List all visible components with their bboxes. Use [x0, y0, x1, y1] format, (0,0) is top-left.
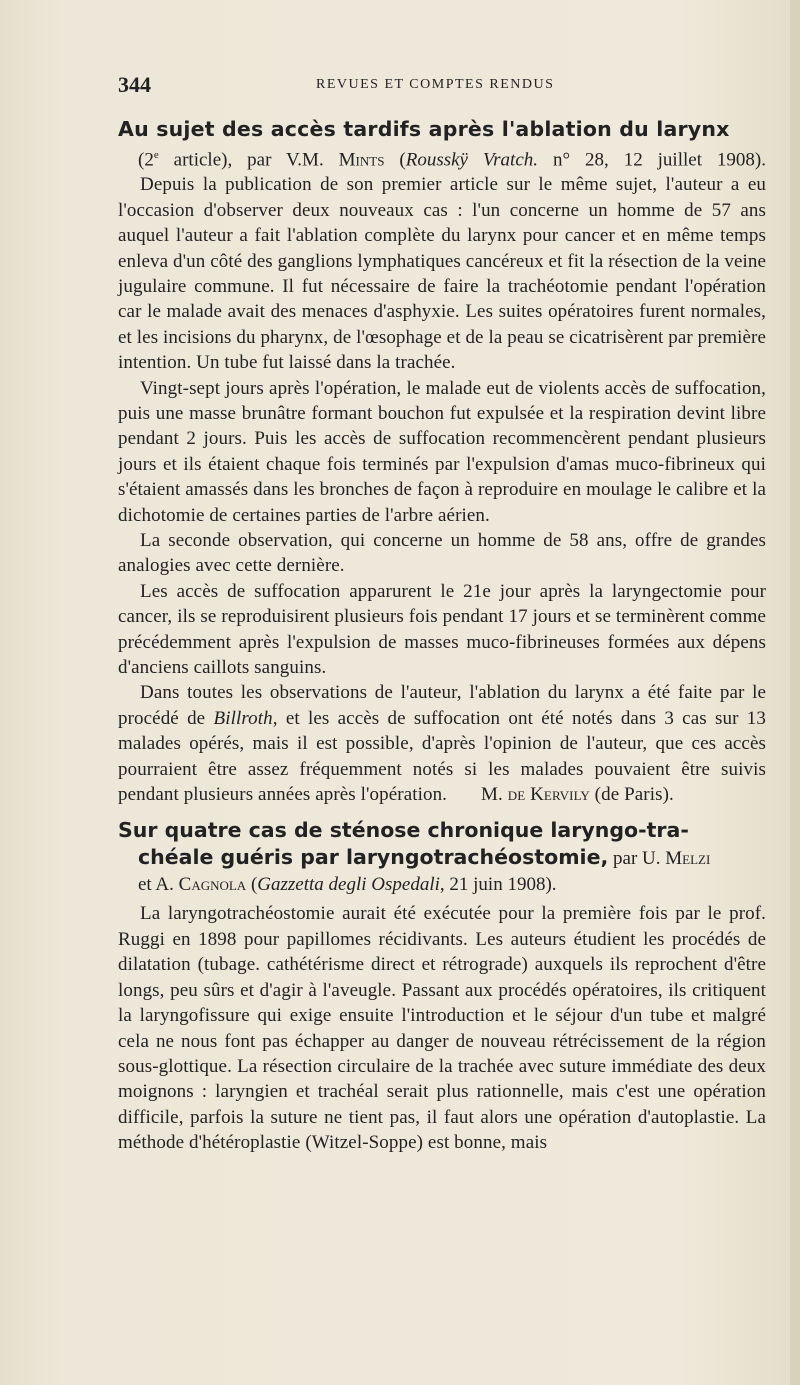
signature-post: (de Paris). [589, 784, 674, 806]
article2-journal: Gazzetta degli Ospedali [257, 874, 440, 896]
page-header [118, 72, 766, 102]
article2-paragraph: La laryngotrachéostomie aurait été exécutée pour la première fois par le prof. Ruggi en 1898 pour papillomes récidivants. Les auteurs étudient les procédés de dilatation (tubage. cathétérisme direct et rétrograde) auxquels ils reprochent d'être longs, peu sûrs et d'agir à l'aveugle. Passant aux procédés opératoires, ils critiquent la laryngofissure qui exige ensuite l'introduction et le séjour d'un tube et malgré cela ne nous font pas échapper au danger de nouveau rétrécissement de la région sous-glottique. La résection circulaire de la trachée avec suture immédiate des deux moignons : laryngien et trachéal serait plus rationnelle, mais c'est une opération difficile, parfois la suture ne tient pas, il faut alors une opération d'autoplastie. La méthode d'hétéroplastie (Witzel-Soppe) est bonne, mais [118, 903, 766, 1154]
page-edge [790, 0, 800, 1385]
article1-title: Au sujet des accès tardifs après l'ablation du larynx [118, 117, 730, 141]
source-journal-pre: ( [384, 149, 406, 171]
page-number: 344 [118, 72, 151, 97]
para-text: Dans toutes les observations de l'auteur, l'ablation du larynx a été faite par le procédé de [118, 682, 766, 729]
para-name: Billroth [213, 707, 273, 729]
article2-title-line2: chéale guéris par laryngotrachéostomie, [138, 845, 609, 870]
article1-paragraph: Depuis la publication de son premier article sur le même sujet, l'auteur a eu l'occasion d'observer deux nouveaux cas : l'un concerne un homme de 57 ans auquel l'auteur a fait l'ablation complète du larynx pour cancer et en même temps enleva d'un côté des ganglions lymphatiques cancéreux et fit la résection de la veine jugulaire commune. Il fut nécessaire de faire la trachéotomie pendant l'opération car le malade avait des menaces d'asphyxie. Les suites opératoires furent normales, et les incisions du pharynx, de l'œsophage et de la peau se cicatrisèrent par première intention. Un tube fut laissé dans la trachée. [118, 174, 766, 374]
article2-author2: Cagnola [178, 874, 247, 896]
src-pre: et A. [138, 874, 179, 896]
article1-source [118, 143, 766, 172]
article1-paragraph-last [118, 680, 766, 807]
article2-source [118, 872, 766, 897]
journal-post: , 21 juin 1908). [439, 874, 557, 896]
para-text: , et les accès de suffocation ont été notés dans 3 cas sur 13 malades opérés, mais il est possible, d'après l'opinion de l'auteur, que ces accès pourraient être assez fréquemment notés si les malades pouvaient être suivis pendant plusieurs années après l'opération. [118, 707, 766, 806]
source-suffix: n° 28, 12 juillet 1908). [538, 149, 767, 171]
signature-de: de [507, 784, 526, 806]
source-mid: article), par V.M. [158, 149, 339, 171]
article2-title [118, 817, 766, 872]
journal-pre: ( [246, 874, 258, 896]
signature-pre: M. [481, 784, 508, 806]
article1-paragraph: La seconde observation, qui concerne un homme de 58 ans, offre de grandes analogies avec cette dernière. [118, 530, 766, 577]
source-prefix: (2 [138, 149, 154, 171]
signature [481, 784, 674, 805]
article1-paragraph: Les accès de suffocation apparurent le 21e jour après la laryngectomie pour cancer, ils se reproduisirent plusieurs fois pendant 17 jours et se terminèrent comme précédemment après l'expulsion de masses muco-fibrineuses formées aux dépens d'anciens caillots sanguins. [118, 580, 766, 679]
article2-by: par U. [608, 848, 666, 870]
source-journal: Rousskÿ Vratch. [405, 149, 538, 171]
article2-title-line1: Sur quatre cas de sténose chronique laryngo-tra- [118, 818, 689, 843]
article2-author1: Melzi [665, 848, 711, 870]
article1-paragraph: Vingt-sept jours après l'opération, le malade eut de violents accès de suffocation, puis une masse brunâtre formant bouchon fut expulsée et la respiration devint libre pendant 2 jours. Puis les accès de suffocation recommencèrent pendant plusieurs jours et ils étaient chaque fois terminés par l'expulsion d'amas muco-fibrineux qui s'étaient amassés dans les bronches de façon à reproduire en moulage le calibre et la dichotomie de certaines parties de l'arbre aérien. [118, 377, 766, 526]
running-title: REVUES ET COMPTES RENDUS [316, 77, 555, 92]
article2-title-line2-wrap [118, 844, 766, 872]
source-author: Mints [338, 149, 385, 171]
source-sup: e [153, 149, 159, 161]
signature-name: Kervily [525, 784, 590, 806]
